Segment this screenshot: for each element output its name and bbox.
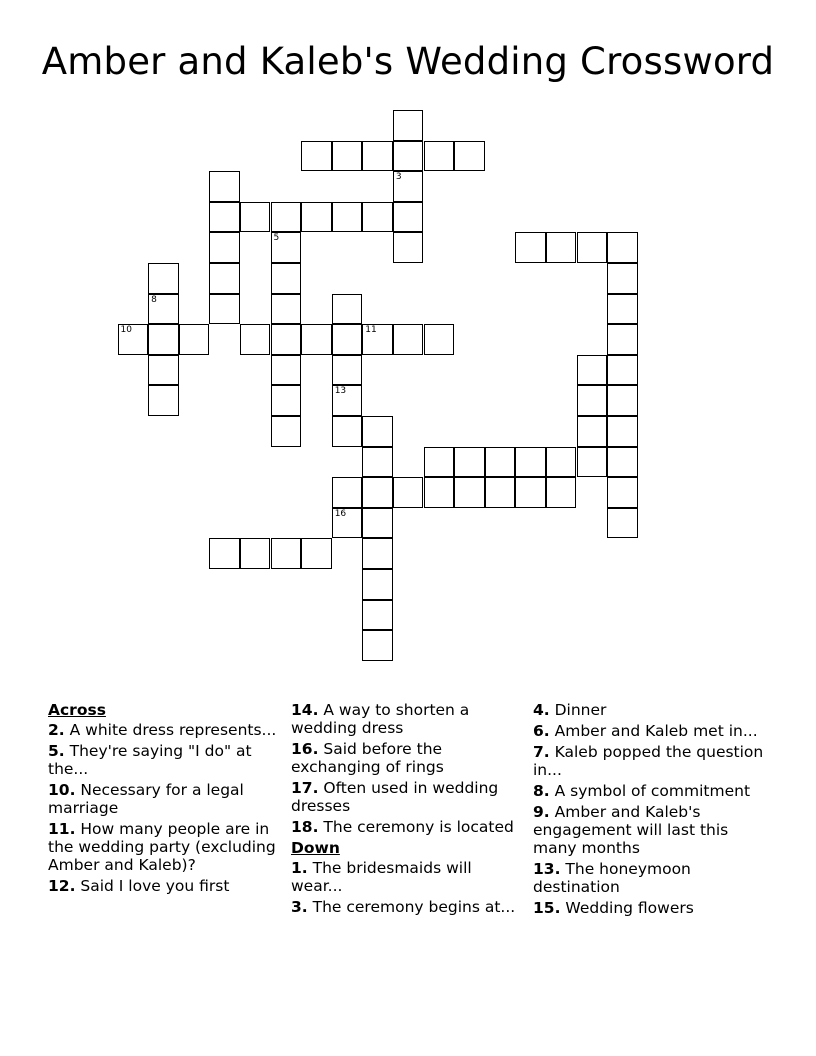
grid-cell[interactable] xyxy=(179,324,210,355)
clue-num: 15. xyxy=(533,899,561,917)
grid-cell[interactable] xyxy=(332,385,363,416)
grid-cell[interactable] xyxy=(393,477,424,508)
grid-cell[interactable] xyxy=(209,232,240,263)
clue-num: 2. xyxy=(48,721,65,739)
grid-cell[interactable] xyxy=(515,232,546,263)
grid-cell[interactable] xyxy=(515,477,546,508)
across-clue xyxy=(291,701,523,737)
grid-cell[interactable] xyxy=(393,141,424,172)
clue-column-1 xyxy=(48,701,280,898)
grid-cell[interactable] xyxy=(271,202,302,233)
clue-num: 1. xyxy=(291,859,308,877)
clue-num: 7. xyxy=(533,743,550,761)
grid-cell[interactable] xyxy=(454,477,485,508)
grid-cell[interactable] xyxy=(301,141,332,172)
clue-text: A way to shorten a wedding dress xyxy=(291,701,470,737)
clue-text: How many people are in the wedding party (excluding Amber and Kaleb)? xyxy=(48,820,276,874)
clue-text: Necessary for a legal marriage xyxy=(48,781,244,817)
grid-cell[interactable] xyxy=(546,447,577,478)
across-clue xyxy=(291,740,523,776)
grid-cell[interactable] xyxy=(577,416,608,447)
down-clue xyxy=(533,860,765,896)
grid-cell[interactable] xyxy=(362,477,393,508)
clue-num: 16. xyxy=(291,740,319,758)
grid-cell[interactable] xyxy=(393,171,424,202)
clue-num: 11. xyxy=(48,820,76,838)
grid-cell[interactable] xyxy=(271,294,302,325)
grid-cell[interactable] xyxy=(118,324,149,355)
clue-number: 10 xyxy=(120,325,132,336)
clue-text: Often used in wedding dresses xyxy=(291,779,499,815)
grid-cell[interactable] xyxy=(209,171,240,202)
across-clue xyxy=(291,818,523,836)
clue-number: 16 xyxy=(334,508,347,519)
down-clue xyxy=(533,782,765,800)
grid-cell[interactable] xyxy=(271,355,302,386)
grid-cell[interactable] xyxy=(362,141,393,172)
grid-cell[interactable] xyxy=(332,294,363,325)
down-clue xyxy=(533,743,765,779)
grid-cell[interactable] xyxy=(577,232,608,263)
clue-text: They're saying "I do" at the... xyxy=(48,742,252,778)
grid-cell[interactable] xyxy=(332,202,363,233)
clue-num: 3. xyxy=(291,898,308,916)
grid-cell[interactable] xyxy=(607,355,638,386)
grid-cell[interactable] xyxy=(454,447,485,478)
clue-text: A white dress represents... xyxy=(64,721,277,739)
grid-cell[interactable] xyxy=(362,569,393,600)
grid-cell[interactable] xyxy=(577,385,608,416)
grid-cell[interactable] xyxy=(577,355,608,386)
grid-cell[interactable] xyxy=(362,416,393,447)
clue-number: 5 xyxy=(273,233,280,244)
clue-text: The ceremony begins at... xyxy=(307,898,516,916)
grid-cell[interactable] xyxy=(607,385,638,416)
clue-num: 18. xyxy=(291,818,319,836)
grid-cell[interactable] xyxy=(332,477,363,508)
grid-cell[interactable] xyxy=(271,538,302,569)
grid-cell[interactable] xyxy=(148,294,179,325)
page-title: Amber and Kaleb's Wedding Crossword xyxy=(41,40,775,83)
grid-cell[interactable] xyxy=(332,355,363,386)
grid-cell[interactable] xyxy=(209,538,240,569)
grid-cell[interactable] xyxy=(393,232,424,263)
grid-cell[interactable] xyxy=(454,141,485,172)
grid-cell[interactable] xyxy=(515,447,546,478)
grid-cell[interactable] xyxy=(148,263,179,294)
across-clue xyxy=(48,820,280,874)
grid-cell[interactable] xyxy=(332,141,363,172)
grid-cell[interactable] xyxy=(546,232,577,263)
clue-text: The honeymoon destination xyxy=(533,860,691,896)
clue-text: Dinner xyxy=(549,701,607,719)
clue-column-2 xyxy=(291,701,523,919)
grid-cell[interactable] xyxy=(271,263,302,294)
clue-number: 3 xyxy=(395,172,402,183)
clue-text: Said I love you first xyxy=(75,877,230,895)
grid-cell[interactable] xyxy=(485,447,516,478)
grid-cell[interactable] xyxy=(332,416,363,447)
grid-cell[interactable] xyxy=(607,477,638,508)
grid-cell[interactable] xyxy=(362,202,393,233)
down-heading: Down xyxy=(291,839,340,857)
grid-cell[interactable] xyxy=(607,263,638,294)
clue-num: 17. xyxy=(291,779,319,797)
across-clue xyxy=(48,877,280,895)
across-clue xyxy=(291,779,523,815)
grid-cell[interactable] xyxy=(240,202,271,233)
grid-cell[interactable] xyxy=(209,294,240,325)
clue-number: 11 xyxy=(365,325,377,336)
clue-text: A symbol of commitment xyxy=(549,782,751,800)
grid-cell[interactable] xyxy=(607,447,638,478)
grid-cell[interactable] xyxy=(362,630,393,661)
grid-cell[interactable] xyxy=(271,232,302,263)
across-clue xyxy=(48,721,280,739)
grid-cell[interactable] xyxy=(485,477,516,508)
grid-cell[interactable] xyxy=(607,232,638,263)
grid-cell[interactable] xyxy=(209,263,240,294)
across-clue xyxy=(48,742,280,778)
grid-cell[interactable] xyxy=(148,385,179,416)
grid-cell[interactable] xyxy=(240,324,271,355)
grid-cell[interactable] xyxy=(424,447,455,478)
clue-num: 14. xyxy=(291,701,319,719)
grid-cell[interactable] xyxy=(271,416,302,447)
across-heading: Across xyxy=(48,701,106,719)
grid-cell[interactable] xyxy=(577,447,608,478)
clue-text: The bridesmaids will wear... xyxy=(291,859,472,895)
grid-cell[interactable] xyxy=(607,324,638,355)
clue-text: Said before the exchanging of rings xyxy=(291,740,444,776)
grid-cell[interactable] xyxy=(362,600,393,631)
grid-cell[interactable] xyxy=(271,385,302,416)
grid-cell[interactable] xyxy=(362,538,393,569)
down-clue xyxy=(291,859,523,895)
grid-cell[interactable] xyxy=(271,324,302,355)
clue-column-3 xyxy=(533,701,765,920)
clue-num: 6. xyxy=(533,722,550,740)
grid-cell[interactable] xyxy=(424,477,455,508)
clue-num: 13. xyxy=(533,860,561,878)
grid-cell[interactable] xyxy=(301,538,332,569)
grid-cell[interactable] xyxy=(209,202,240,233)
grid-cell[interactable] xyxy=(148,355,179,386)
clue-text: The ceremony is located xyxy=(318,818,514,836)
grid-cell[interactable] xyxy=(362,447,393,478)
clue-text: Kaleb popped the question in... xyxy=(533,743,764,779)
clue-num: 10. xyxy=(48,781,76,799)
grid-cell[interactable] xyxy=(332,508,363,539)
grid-cell[interactable] xyxy=(393,110,424,141)
across-clue xyxy=(48,781,280,817)
grid-cell[interactable] xyxy=(332,324,363,355)
clue-text: Wedding flowers xyxy=(560,899,694,917)
down-clue xyxy=(533,899,765,917)
down-clue xyxy=(533,701,765,719)
clue-number: 8 xyxy=(151,294,157,305)
grid-cell[interactable] xyxy=(424,141,455,172)
clue-text: Amber and Kaleb's engagement will last this many months xyxy=(533,803,729,857)
grid-cell[interactable] xyxy=(393,202,424,233)
grid-cell[interactable] xyxy=(607,508,638,539)
clue-num: 12. xyxy=(48,877,76,895)
clue-num: 8. xyxy=(533,782,550,800)
grid-cell[interactable] xyxy=(301,202,332,233)
down-clue xyxy=(533,722,765,740)
grid-cell[interactable] xyxy=(362,508,393,539)
grid-cell[interactable] xyxy=(362,324,393,355)
grid-cell[interactable] xyxy=(301,324,332,355)
grid-cell[interactable] xyxy=(607,416,638,447)
grid-cell[interactable] xyxy=(607,294,638,325)
grid-cell[interactable] xyxy=(240,538,271,569)
clue-num: 5. xyxy=(48,742,65,760)
clue-num: 4. xyxy=(533,701,550,719)
grid-cell[interactable] xyxy=(546,477,577,508)
clue-num: 9. xyxy=(533,803,550,821)
grid-cell[interactable] xyxy=(393,324,424,355)
down-clue xyxy=(291,898,523,916)
grid-cell[interactable] xyxy=(148,324,179,355)
clue-text: Amber and Kaleb met in... xyxy=(549,722,758,740)
grid-cell[interactable] xyxy=(424,324,455,355)
clue-number: 13 xyxy=(334,386,347,397)
down-clue xyxy=(533,803,765,857)
